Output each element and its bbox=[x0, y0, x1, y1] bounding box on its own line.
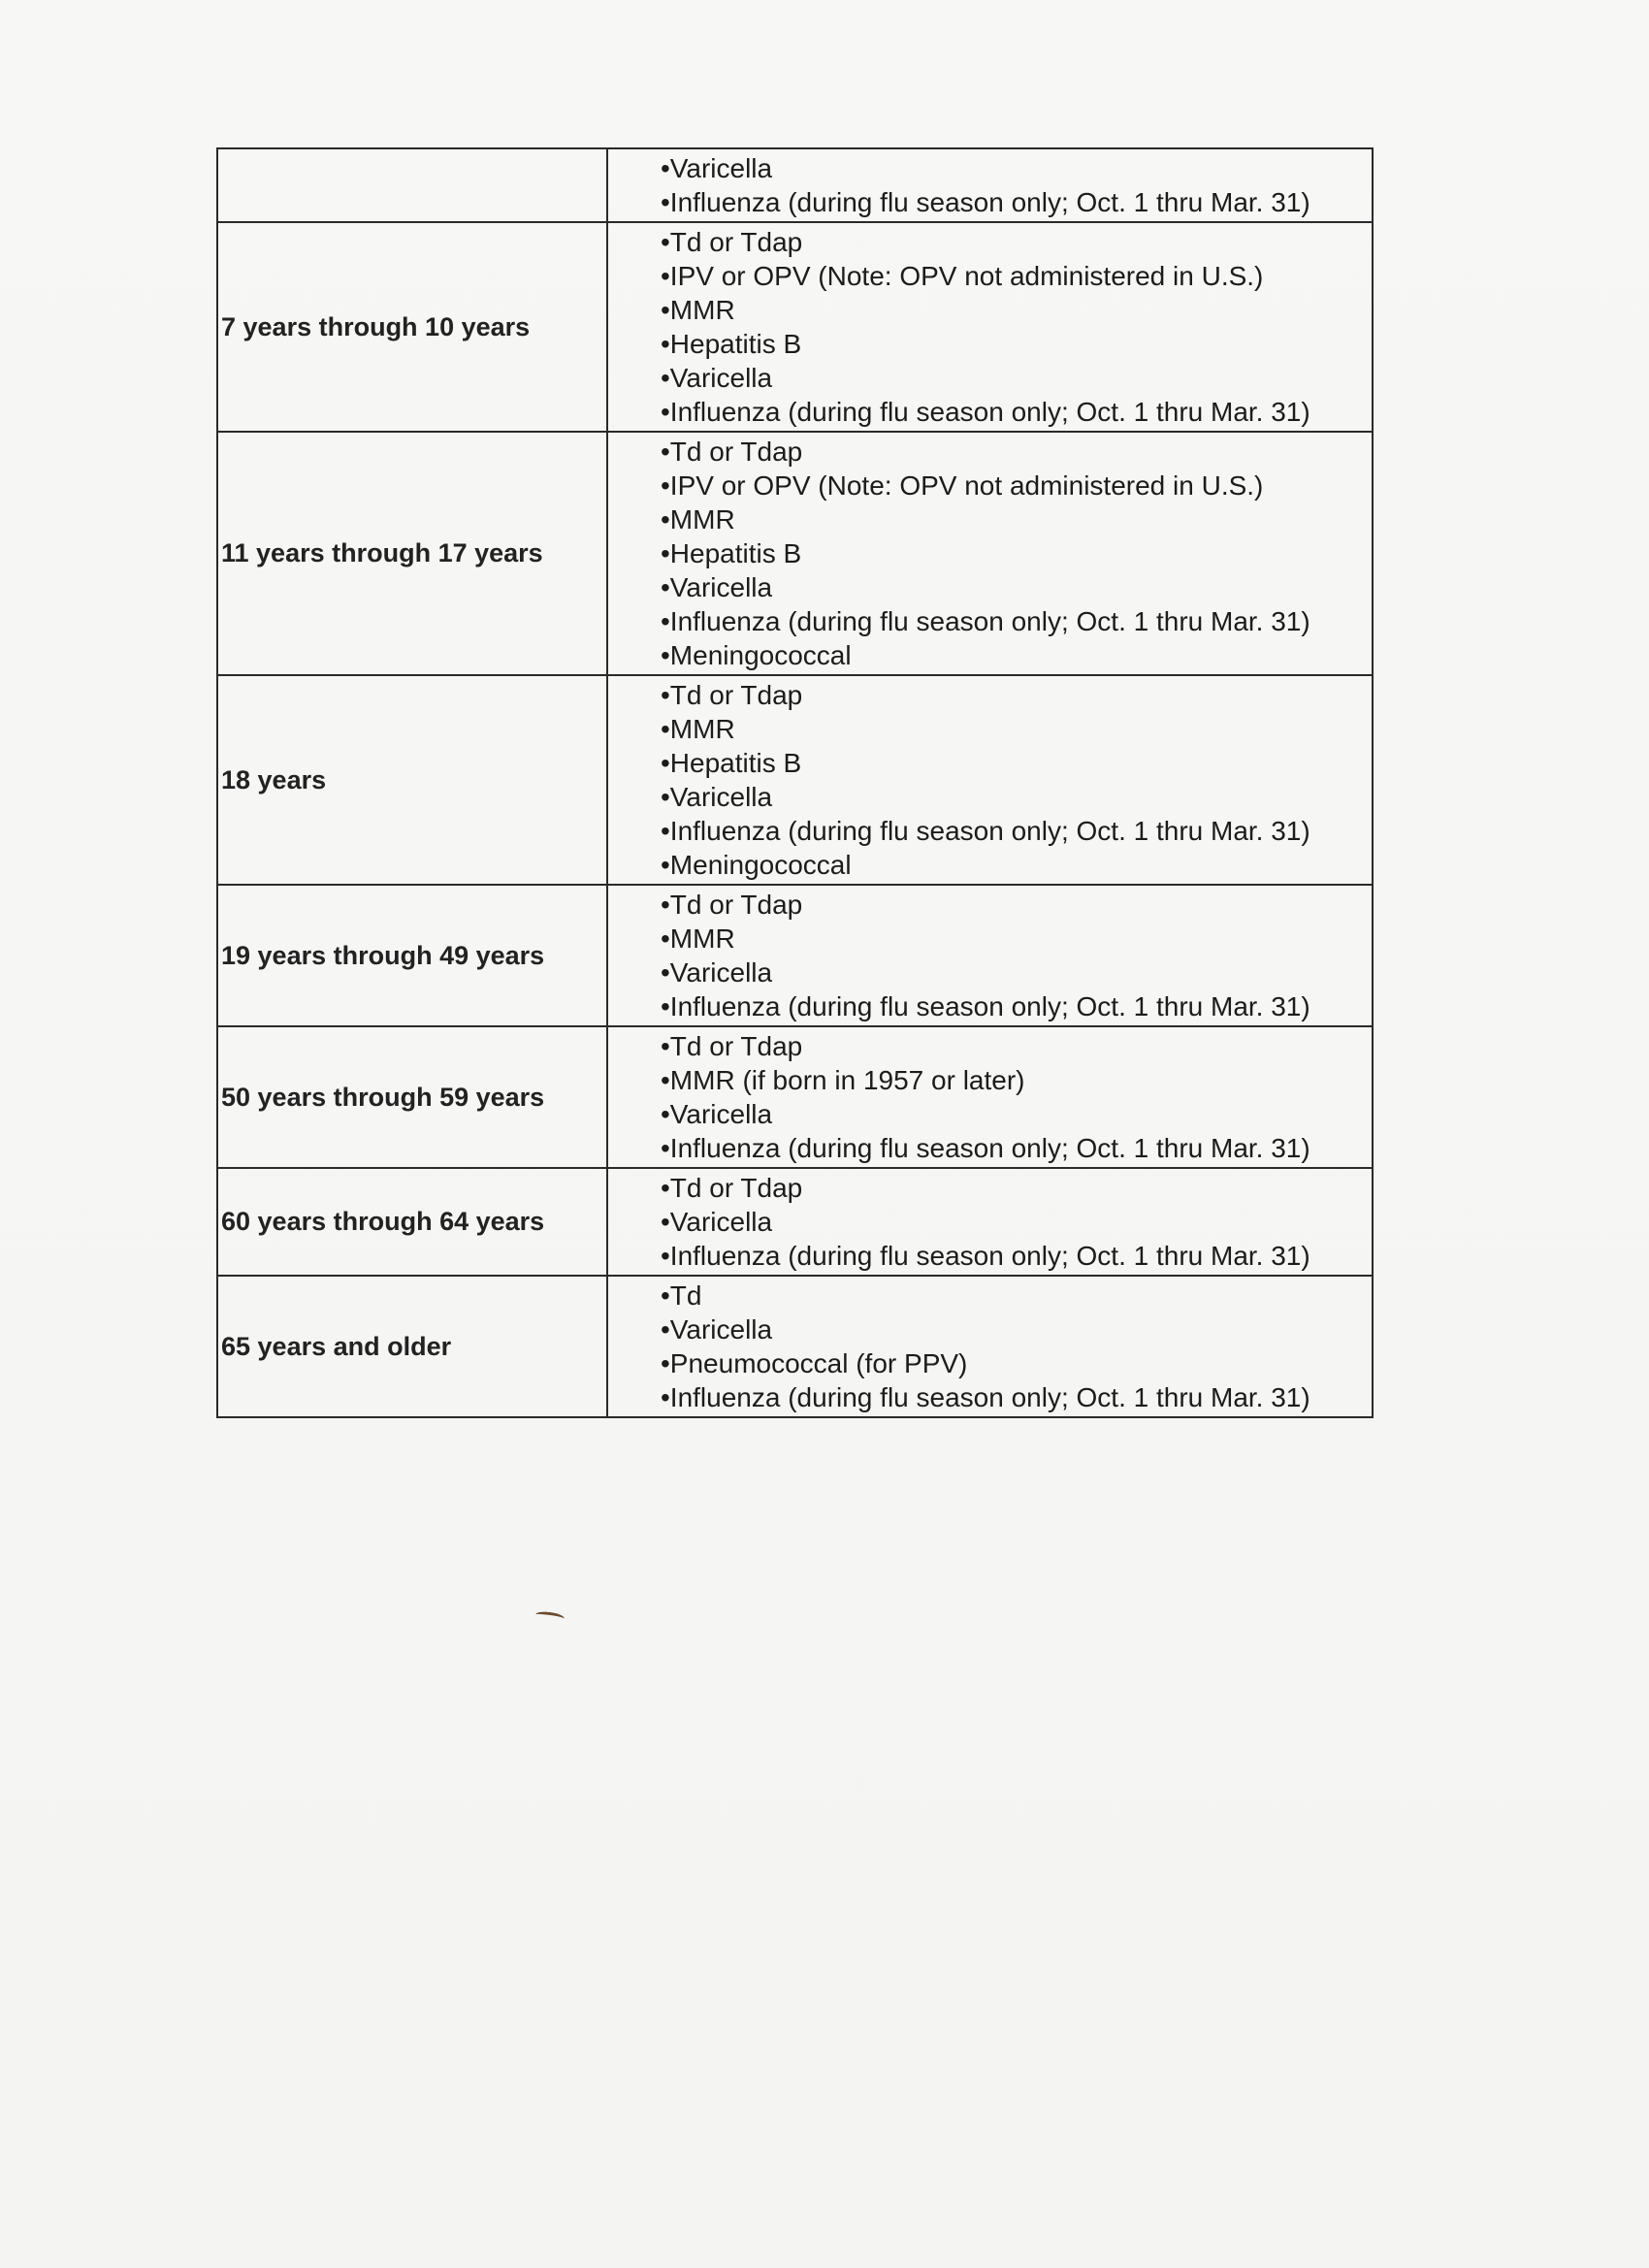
vaccine-item: •MMR bbox=[661, 714, 735, 744]
vaccine-item: •Td or Tdap bbox=[661, 437, 803, 467]
vaccine-item: •Influenza (during flu season only; Oct. 1 thru Mar. 31) bbox=[661, 816, 1310, 846]
vaccine-item: •Influenza (during flu season only; Oct. 1 thru Mar. 31) bbox=[661, 1241, 1310, 1271]
vaccine-item: •Td or Tdap bbox=[661, 227, 803, 257]
age-group-cell bbox=[217, 148, 607, 222]
vaccine-item: •IPV or OPV (Note: OPV not administered in U.S.) bbox=[661, 261, 1264, 291]
table-row bbox=[217, 885, 1373, 1026]
vaccine-item: •Influenza (during flu season only; Oct. 1 thru Mar. 31) bbox=[661, 397, 1310, 427]
age-group-cell: 11 years through 17 years bbox=[217, 432, 607, 675]
age-group-cell: 60 years through 64 years bbox=[217, 1168, 607, 1276]
vaccine-item: •Varicella bbox=[661, 1099, 773, 1129]
vaccination-table bbox=[216, 147, 1374, 1418]
vaccine-item: •MMR bbox=[661, 504, 735, 535]
vaccines-cell bbox=[607, 885, 1373, 1026]
vaccine-item: •Influenza (during flu season only; Oct. 1 thru Mar. 31) bbox=[661, 606, 1310, 636]
table-row bbox=[217, 432, 1373, 675]
table-row bbox=[217, 1276, 1373, 1417]
age-group-cell: 50 years through 59 years bbox=[217, 1026, 607, 1168]
vaccine-item: •Varicella bbox=[661, 1314, 773, 1345]
vaccine-item: •Influenza (during flu season only; Oct. 1 thru Mar. 31) bbox=[661, 1133, 1310, 1163]
table-row bbox=[217, 1168, 1373, 1276]
age-group-cell: 65 years and older bbox=[217, 1276, 607, 1417]
vaccine-item: •Td or Tdap bbox=[661, 680, 803, 710]
vaccine-item: •Varicella bbox=[661, 1207, 773, 1237]
vaccine-item: •Meningococcal bbox=[661, 640, 852, 670]
vaccines-cell bbox=[607, 1026, 1373, 1168]
table-row bbox=[217, 148, 1373, 222]
scan-speck bbox=[535, 1610, 566, 1623]
vaccines-cell bbox=[607, 432, 1373, 675]
vaccine-item: •Influenza (during flu season only; Oct. 1 thru Mar. 31) bbox=[661, 1382, 1310, 1412]
vaccines-cell bbox=[607, 148, 1373, 222]
vaccine-item: •Td or Tdap bbox=[661, 1173, 803, 1203]
vaccine-item: •Varicella bbox=[661, 957, 773, 988]
vaccine-item: •IPV or OPV (Note: OPV not administered in U.S.) bbox=[661, 470, 1264, 501]
vaccine-item: •Hepatitis B bbox=[661, 329, 802, 359]
vaccine-item: •Varicella bbox=[661, 153, 773, 183]
vaccine-item: •Varicella bbox=[661, 363, 773, 393]
vaccines-cell bbox=[607, 675, 1373, 885]
vaccination-table-body bbox=[217, 148, 1373, 1417]
vaccine-item: •MMR (if born in 1957 or later) bbox=[661, 1065, 1025, 1095]
vaccines-cell bbox=[607, 222, 1373, 432]
age-group-cell: 18 years bbox=[217, 675, 607, 885]
vaccine-item: •Pneumococcal (for PPV) bbox=[661, 1348, 968, 1378]
table-row bbox=[217, 222, 1373, 432]
vaccine-item: •Td or Tdap bbox=[661, 890, 803, 920]
vaccine-item: •Meningococcal bbox=[661, 850, 852, 880]
vaccine-item: •MMR bbox=[661, 923, 735, 954]
vaccines-cell bbox=[607, 1276, 1373, 1417]
vaccine-item: •Influenza (during flu season only; Oct. 1 thru Mar. 31) bbox=[661, 991, 1310, 1021]
table-row bbox=[217, 675, 1373, 885]
vaccine-item: •Td or Tdap bbox=[661, 1031, 803, 1061]
table-row bbox=[217, 1026, 1373, 1168]
age-group-cell: 7 years through 10 years bbox=[217, 222, 607, 432]
vaccines-cell bbox=[607, 1168, 1373, 1276]
vaccine-item: •MMR bbox=[661, 295, 735, 325]
vaccine-item: •Varicella bbox=[661, 572, 773, 602]
vaccine-item: •Varicella bbox=[661, 782, 773, 812]
vaccine-item: •Hepatitis B bbox=[661, 748, 802, 778]
vaccine-item: •Td bbox=[661, 1280, 702, 1311]
vaccine-item: •Hepatitis B bbox=[661, 538, 802, 568]
age-group-cell: 19 years through 49 years bbox=[217, 885, 607, 1026]
vaccine-item: •Influenza (during flu season only; Oct. 1 thru Mar. 31) bbox=[661, 187, 1310, 217]
